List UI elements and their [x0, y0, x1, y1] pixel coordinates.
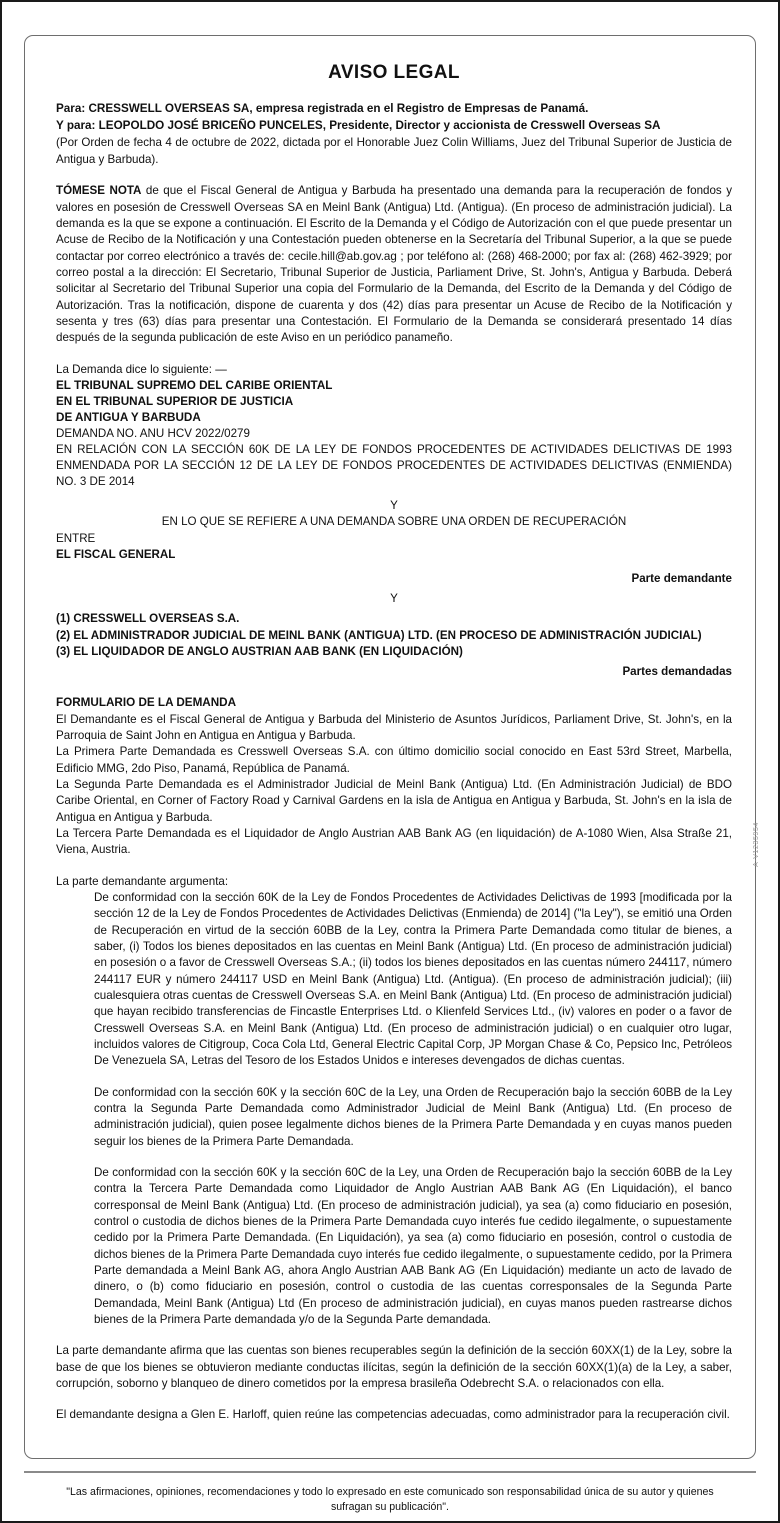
footer-disclaimer: "Las afirmaciones, opiniones, recomendaciones y todo lo expresado en este comunicado son responsabilidad única de su autor y quienes sufragan su publicación". — [66, 1486, 714, 1514]
argument-paragraph-3: De conformidad con la sección 60K y la sección 60C de la Ley, una Orden de Recuperación bajo la sección 60BB de la Ley contra la Tercera Parte Demandada como Liquidador de Anglo Austrian AAB Bank AG (En Liquidación), el banco corresponsal de Meinl Bank (Antigua) Ltd. (En proceso de administración judicial), ya sea (a) como fiduciario en posesión, control o custodia de dichos bienes de la Primera Parte Demandada cuyo interés fue cedido ilegalmente, o supuestamente cedido por la Primera Parte Demandada. (En Liquidación), ya sea (a) como fiduciario en posesión, control o custodia de dichos bienes de la Primera Parte Demandada cuyo interés fue cedido ilegalmente, o supuestamente cedido, por la Primera Parte demandada a Meinl Bank AG, ahora Anglo Austrian AAB Bank AG (En Liquidación) mediante un acto de lavado de dinero, o (b) como fiduciario en posesión, control o custodia de las cuentas corresponsales de la Segunda Parte Demandada, Meinl Bank (Antigua) Ltd (En proceso de administración judicial), en cuyas manos pueden rastrearse dichos bienes de la Primera Parte demandada y/o de la Segunda Parte demandada. — [94, 1165, 732, 1327]
recipient-line-2: Y para: LEOPOLDO JOSÉ BRICEÑO PUNCELES, Presidente, Director y accionista de Cresswell Overseas SA — [56, 118, 661, 132]
take-notice-lead: TÓMESE NOTA — [56, 184, 142, 198]
spacer — [56, 563, 732, 571]
spacer — [56, 168, 732, 183]
spacer — [56, 347, 732, 362]
argument-intro: La parte demandante argumenta: — [56, 874, 229, 888]
spacer — [56, 490, 732, 498]
page-footer — [24, 1471, 756, 1515]
take-notice-body: de que el Fiscal General de Antigua y Barbuda ha presentado una demanda para la recuperación de fondos y valores en posesión de Cresswell Overseas SA en Meinl Bank (Antigua) Ltd. (Antigua). (En proceso de administración judicial). La demanda es la que se expone a continuación. El Escrito de la Demanda y el Código de Autorización con el que puede presentar un Acuse de Recibo de la Notificación y una Contestación pueden obtenerse en la Secretaría del Tribunal Superior, a la que se puede contactar por correo electrónico a través de: cecile.hill@ab.gov.ag ; por teléfono al: (268) 468-2000; por fax al: (268) 462-3929; por correo postal a la dirección: El Secretario, Tribunal Superior de Justicia, Parliament Drive, St. John's, Antigua y Barbuda. Deberá solicitar al Secretario del Tribunal Superior una copia del Formulario de la Demanda, del Escrito de la Demanda y del Código de Autorización. Tras la notificación, dispone de cuarenta y dos (42) días para presentar un Acuse de Recibo de la Notificación y sesenta y tres (63) días para presentar una Contestación. El Formulario de la Demanda se considerará presentado 14 días después de la segunda publicación de este Aviso en un periódico panameño. — [56, 184, 732, 345]
subject-matter: EN LO QUE SE REFIERE A UNA DEMANDA SOBRE UNA ORDEN DE RECUPERACIÓN — [161, 515, 627, 529]
court-line-3: DE ANTIGUA Y BARBUDA — [56, 411, 201, 425]
spacer — [56, 859, 732, 874]
between-label: ENTRE — [56, 531, 96, 545]
spacer — [56, 680, 732, 695]
side-reference-code: A-V1235954 — [753, 822, 760, 867]
claim-form-heading: FORMULARIO DE LA DEMANDA — [56, 696, 237, 710]
claim-form-paragraph-3: La Segunda Parte Demandada es el Administrador Judicial de Meinl Bank (Antigua) Ltd. (En Administración Judicial) de BDO Caribe Oriental, en Corner of Factory Road y Carnival Gardens en la isla de Antigua en Antigua y Barbuda, St. John's en la isla de Antigua en Antigua y Barbuda. — [56, 778, 732, 824]
defendant-3: (3) EL LIQUIDADOR DE ANGLO AUSTRIAN AAB BANK (EN LIQUIDACIÓN) — [56, 644, 463, 658]
take-notice-paragraph — [56, 183, 732, 346]
conjunction-1: Y — [390, 499, 398, 513]
court-line-2: EN EL TRIBUNAL SUPERIOR DE JUSTICIA — [56, 394, 294, 408]
spacer — [56, 1150, 732, 1165]
claimant-role: Parte demandante — [631, 572, 732, 586]
conjunction-2: Y — [390, 592, 398, 606]
claim-form-paragraph-1: El Demandante es el Fiscal General de Antigua y Barbuda del Ministerio de Asuntos Jurídicos, Parliament Drive, St. John's, en la Parroquia de Saint John en Antigua en Antigua y Barbuda. — [56, 712, 732, 743]
defendant-1: (1) CRESSWELL OVERSEAS S.A. — [56, 612, 240, 626]
claim-form-paragraph-4: La Tercera Parte Demandada es el Liquidador de Anglo Austrian AAB Bank AG (en liquidación) de A-1080 Wien, Alsa Straße 21, Viena, Austria. — [56, 827, 732, 857]
argument-paragraph-1: De conformidad con la sección 60K de la Ley de Fondos Procedentes de Actividades Delictivas de 1993 [modificada por la sección 12 de la Ley de Fondos Procedentes de Actividades Delictivas (Enmienda) de 2014] ("la Ley"), se emitió una Orden de Recuperación en virtud de la sección 60BB de la Ley, contra la Primera Parte Demandada como titular de bienes, a saber, (i) Todos los bienes depositados en las cuentas en Meinl Bank (Antigua) Ltd. (En proceso de administración judicial) en posesión o a favor de Cresswell Overseas S.A.; (ii) todos los bienes depositados en las cuentas número 244117, número 244117 EUR y número 244117 USD en Meinl Bank (Antigua) Ltd. (Antigua). (En proceso de administración judicial); (iii) cualesquiera otras cuentas de Cresswell Overseas S.A. en Meinl Bank (Antigua) Ltd. (En proceso de administración judicial) que hayan recibido transferencias de Fincastle Enterprises Ltd. o Klienfeld Services Ltd., (iv) valores en poder o a favor de Cresswell Overseas S.A. en Meinl Bank (Antigua) Ltd. (En proceso de administración judicial) o en cualquier otro lugar, incluidos valores de Citigroup, Coca Cola Ltd, General Electric Capital Corp, JP Morgan Chase & Co, Pepsico Inc, Petróleos De Venezuela SA, Letras del Tesoro de los Estados Unidos e intereses devengados de dichas cuentas. — [94, 890, 732, 1068]
claim-form-paragraph-2: La Primera Parte Demandada es Cresswell Overseas S.A. con último domicilio social conocido en East 53rd Street, Marbella, Edificio MMG, 2do Piso, Panamá, República de Panamá. — [56, 745, 732, 775]
spacer — [56, 1070, 732, 1085]
court-order-note: (Por Orden de fecha 4 de octubre de 2022, dictada por el Honorable Juez Colin Williams, Juez del Tribunal Superior de Justicia de Antigua y Barbuda). — [56, 136, 732, 166]
court-line-1: EL TRIBUNAL SUPREMO DEL CARIBE ORIENTAL — [56, 378, 333, 392]
recoverable-property-paragraph: La parte demandante afirma que las cuentas son bienes recuperables según la definición de la sección 60XX(1) de la Ley, sobre la base de que los bienes se obtuvieron mediante conductas ilícitas, según la definición de la sección 60XX(1)(a) de la Ley, a saber, corrupción, soborno y blanqueo de dinero cometidos por la empresa brasileña Odebrecht S.A. o relacionados con ella. — [56, 1344, 732, 1391]
statute-reference: EN RELACIÓN CON LA SECCIÓN 60K DE LA LEY DE FONDOS PROCEDENTES DE ACTIVIDADES DELICTIVAS DE 1993 ENMENDADA POR LA SECCIÓN 12 DE LA LEY DE FONDOS PROCEDENTES DE ACTIVIDADES DELICTIVAS (ENMIENDA) NO. 3 DE 2014 — [56, 443, 732, 489]
recipient-line-1: Para: CRESSWELL OVERSEAS SA, empresa registrada en el Registro de Empresas de Panamá. — [56, 102, 589, 116]
spacer — [56, 1328, 732, 1343]
defendant-2: (2) EL ADMINISTRADOR JUDICIAL DE MEINL BANK (ANTIGUA) LTD. (EN PROCESO DE ADMINISTRACIÓN JUDICIAL) — [56, 628, 702, 642]
document-body — [56, 60, 732, 1424]
footer-divider — [24, 1471, 756, 1473]
claimant-name: EL FISCAL GENERAL — [56, 547, 176, 561]
page-title: AVISO LEGAL — [328, 62, 460, 83]
defendants-role: Partes demandadas — [622, 665, 732, 679]
claim-intro: La Demanda dice lo siguiente: — — [56, 362, 227, 376]
argument-paragraph-2: De conformidad con la sección 60K y la sección 60C de la Ley, una Orden de Recuperación bajo la sección 60BB de la Ley contra la Segunda Parte Demandada como Administrador Judicial de Meinl Bank (Antigua) Ltd. (En proceso de administración judicial), quien posee legalmente dichos bienes de la Primera Parte Demandada y en cuyas manos pueden seguir los bienes de la Primera Parte Demandada. — [94, 1085, 732, 1148]
case-number: DEMANDA NO. ANU HCV 2022/0279 — [56, 427, 250, 441]
spacer — [56, 1392, 732, 1407]
trustee-appointment-paragraph: El demandante designa a Glen E. Harloff, quien reúne las competencias adecuadas, como administrador para la recuperación civil. — [56, 1408, 730, 1422]
